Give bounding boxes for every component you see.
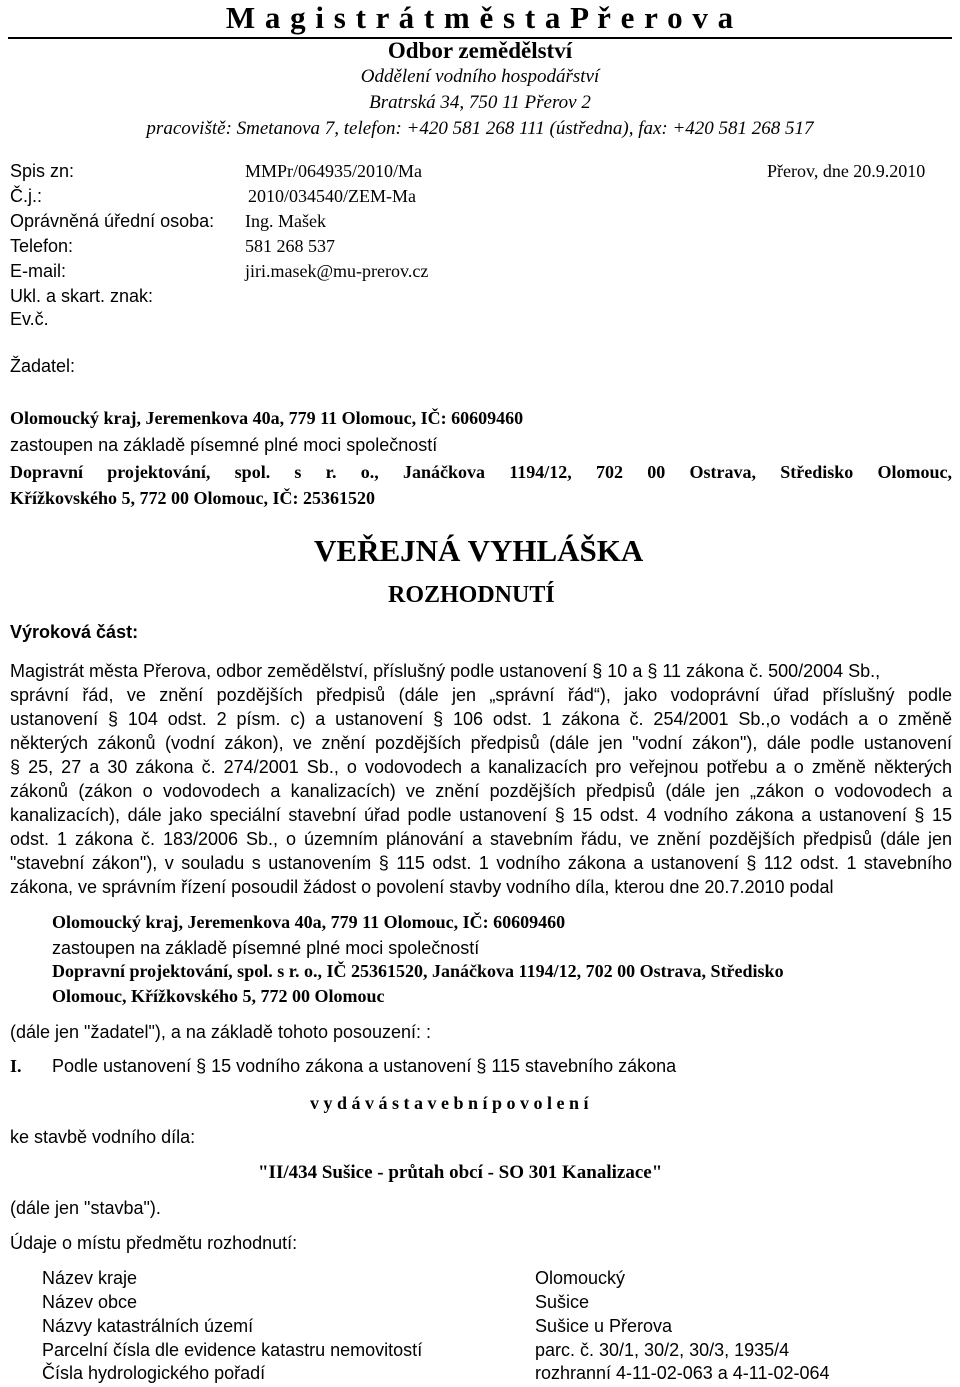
stavba-label: (dále jen "stavba"). bbox=[10, 1198, 161, 1218]
place-row-value: parc. č. 30/1, 30/2, 30/3, 1935/4 bbox=[535, 1340, 790, 1360]
email-label: E-mail: bbox=[10, 261, 67, 281]
ukl-label: Ukl. a skart. znak: bbox=[10, 286, 154, 306]
body-line: zákona, ve správním řízení posoudil žádost o povolení stavby vodního díla, kterou dne 20.7.2010 podal bbox=[10, 877, 834, 897]
applicant2-line-2: zastoupen na základě písemné plné moci společností bbox=[52, 938, 480, 958]
ev-label: Ev.č. bbox=[10, 309, 49, 329]
body-line: "stavební zákon"), v souladu s ustanovením § 115 odst. 1 vodního zákona a ustanovení § 112 odst. 1 stavebního bbox=[10, 853, 952, 873]
official-label: Oprávněná úřední osoba: bbox=[10, 211, 215, 231]
official-value: Ing. Mašek bbox=[245, 211, 326, 231]
place-row-label: Název kraje bbox=[42, 1268, 138, 1288]
place-row-label: Parcelní čísla dle evidence katastru nemovitostí bbox=[42, 1340, 423, 1360]
decision-title: ROZHODNUTÍ bbox=[388, 582, 555, 608]
applicant-line-1: Olomoucký kraj, Jeremenkova 40a, 779 11 Olomouc, IČ: 60609460 bbox=[10, 408, 524, 428]
place-row-value: Sušice u Přerova bbox=[535, 1316, 673, 1336]
cj-label: Č.j.: bbox=[10, 186, 43, 206]
place-row-value: Sušice bbox=[535, 1292, 590, 1312]
public-notice-title: VEŘEJNÁ VYHLÁŠKA bbox=[314, 533, 644, 568]
place-row-label: Názvy katastrálních území bbox=[42, 1316, 254, 1336]
body-line: Magistrát města Přerova, odbor zemědělství, příslušný podle ustanovení § 10 a § 11 zákona č. 500/2004 Sb., bbox=[10, 661, 881, 681]
body-line: § 25, 27 a 30 zákona č. 274/2001 Sb., o vodovodech a kanalizacích pro veřejnou potřebu a o změně některých bbox=[10, 757, 952, 777]
workplace-contact: pracoviště: Smetanova 7, telefon: +420 581 268 111 (ústředna), fax: +420 581 268 517 bbox=[146, 118, 814, 139]
place-label: Údaje o místu předmětu rozhodnutí: bbox=[10, 1233, 298, 1253]
spis-zn-label: Spis zn: bbox=[10, 161, 75, 181]
assessment-text: (dále jen "žadatel"), a na základě tohoto posouzení: : bbox=[10, 1022, 432, 1042]
spis-zn-value: MMPr/064935/2010/Ma bbox=[245, 161, 423, 181]
place-row-label: Název obce bbox=[42, 1292, 138, 1312]
cj-value: 2010/034540/ZEM-Ma bbox=[248, 186, 416, 206]
section-name: Oddělení vodního hospodářství bbox=[360, 66, 600, 87]
body-line: ustanovení § 104 odst. 2 písm. c) a ustanovení § 106 odst. 1 zákona č. 254/2001 Sb.,o vodách a o změně bbox=[10, 709, 952, 729]
applicant-label: Žadatel: bbox=[10, 356, 76, 376]
phone-value: 581 268 537 bbox=[245, 236, 335, 256]
issues-permit: v y d á v á s t a v e b n í p o v o l e n í bbox=[310, 1093, 589, 1113]
body-line: odst. 1 zákona č. 183/2006 Sb., o územním plánování a stavebním řádu, ve znění pozdějších předpisů (dále jen bbox=[10, 829, 952, 849]
body-line: kanalizacích), dále jako speciální stavební úřad podle ustanovení § 15 odst. 4 vodního zákona a ustanovení § 15 bbox=[10, 805, 952, 825]
applicant-line-3: Dopravní projektování, spol. s r. o., Janáčkova 1194/12, 702 00 Ostrava, Středisko Olomouc, bbox=[10, 462, 952, 482]
applicant2-line-3: Dopravní projektování, spol. s r. o., IČ 25361520, Janáčkova 1194/12, 702 00 Ostrava, Středisko bbox=[52, 961, 784, 981]
body-line: zákonů (zákon o vodovodech a kanalizacích) ve znění pozdějších předpisů (dále jen „zákon o vodovodech a bbox=[10, 781, 952, 801]
applicant-line-2: zastoupen na základě písemné plné moci společností bbox=[10, 435, 438, 455]
applicant-line-4: Křížkovského 5, 772 00 Olomouc, IČ: 25361520 bbox=[10, 488, 376, 508]
point-text: Podle ustanovení § 15 vodního zákona a ustanovení § 115 stavebního zákona bbox=[52, 1056, 677, 1076]
verdict-label: Výroková část: bbox=[10, 622, 139, 642]
point-label: I. bbox=[10, 1056, 22, 1076]
body-line: některých zákonů (vodní zákon), ve znění pozdějších předpisů (dále jen "vodní zákon"), dále podle ustanovení bbox=[10, 733, 952, 753]
project-name: "II/434 Sušice - průtah obcí - SO 301 Kanalizace" bbox=[258, 1162, 663, 1183]
office-title: M a g i s t r á t m ě s t a P ř e r o v a bbox=[225, 0, 735, 35]
place-row-value: rozhranní 4-11-02-063 a 4-11-02-064 bbox=[535, 1363, 830, 1383]
office-address: Bratrská 34, 750 11 Přerov 2 bbox=[369, 92, 591, 113]
for-label: ke stavbě vodního díla: bbox=[10, 1127, 196, 1147]
place-row-label: Čísla hydrologického pořadí bbox=[42, 1363, 266, 1383]
email-value[interactable]: jiri.masek@mu-prerov.cz bbox=[245, 261, 429, 281]
applicant2-line-1: Olomoucký kraj, Jeremenkova 40a, 779 11 Olomouc, IČ: 60609460 bbox=[52, 912, 566, 932]
phone-label: Telefon: bbox=[10, 236, 74, 256]
department-name: Odbor zemědělství bbox=[387, 38, 573, 63]
place-row-value: Olomoucký bbox=[535, 1268, 626, 1288]
body-line: správní řád, ve znění pozdějších předpisů (dále jen „správní řád“), jako vodoprávní úřad příslušný podle bbox=[10, 685, 952, 705]
applicant2-line-4: Olomouc, Křížkovského 5, 772 00 Olomouc bbox=[52, 986, 385, 1006]
document-date: Přerov, dne 20.9.2010 bbox=[767, 161, 926, 181]
